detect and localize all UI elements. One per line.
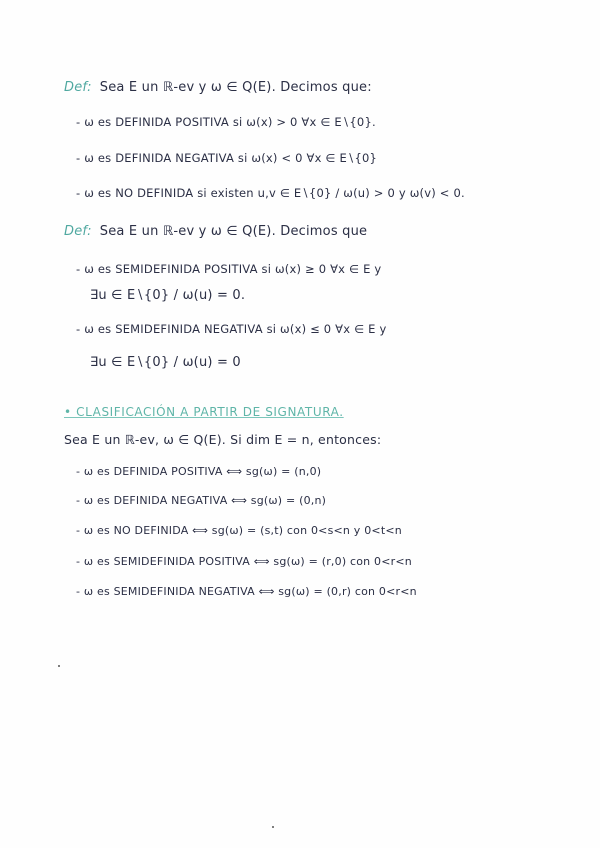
classification-item-2: - ω es DEFINIDA NEGATIVA ⟺ sg(ω) = (0,n) (76, 494, 327, 507)
classification-item-4: - ω es SEMIDEFINIDA POSITIVA ⟺ sg(ω) = (r,0) con 0<r<n (76, 555, 412, 568)
classification-item-3: - ω es NO DEFINIDA ⟺ sg(ω) = (s,t) con 0<s<n y 0<t<n (76, 524, 402, 537)
definition-2-item-1: - ω es SEMIDEFINIDA POSITIVA si ω(x) ≥ 0 ∀x ∈ E y (76, 262, 382, 276)
definition-2-item-1-cont: ∃u ∈ E∖{0} / ω(u) = 0. (90, 288, 246, 303)
definition-2-item-2-cont: ∃u ∈ E∖{0} / ω(u) = 0 (90, 355, 241, 370)
ink-speck (58, 665, 60, 667)
classification-item-1: - ω es DEFINIDA POSITIVA ⟺ sg(ω) = (n,0) (76, 465, 322, 478)
definition-text: Sea E un ℝ-ev y ω ∈ Q(E). Decimos que: (99, 80, 372, 95)
definition-1-item-3: - ω es NO DEFINIDA si existen u,v ∈ E∖{0} / ω(u) > 0 y ω(v) < 0. (76, 186, 465, 200)
definition-1-header (64, 80, 372, 95)
definition-1-item-2: - ω es DEFINIDA NEGATIVA si ω(x) < 0 ∀x ∈ E∖{0} (76, 151, 378, 165)
definition-2-header (64, 224, 367, 239)
definition-1-item-1: - ω es DEFINIDA POSITIVA si ω(x) > 0 ∀x ∈ E∖{0}. (76, 115, 376, 129)
definition-label: Def: (64, 224, 92, 239)
section-intro: Sea E un ℝ-ev, ω ∈ Q(E). Si dim E = n, entonces: (64, 432, 382, 447)
classification-item-5: - ω es SEMIDEFINIDA NEGATIVA ⟺ sg(ω) = (0,r) con 0<r<n (76, 585, 417, 598)
section-heading: • CLASIFICACIÓN A PARTIR DE SIGNATURA. (64, 405, 344, 419)
definition-label: Def: (64, 80, 92, 95)
definition-2-item-2: - ω es SEMIDEFINIDA NEGATIVA si ω(x) ≤ 0 ∀x ∈ E y (76, 322, 387, 336)
definition-text: Sea E un ℝ-ev y ω ∈ Q(E). Decimos que (99, 224, 368, 239)
ink-speck (272, 826, 274, 828)
